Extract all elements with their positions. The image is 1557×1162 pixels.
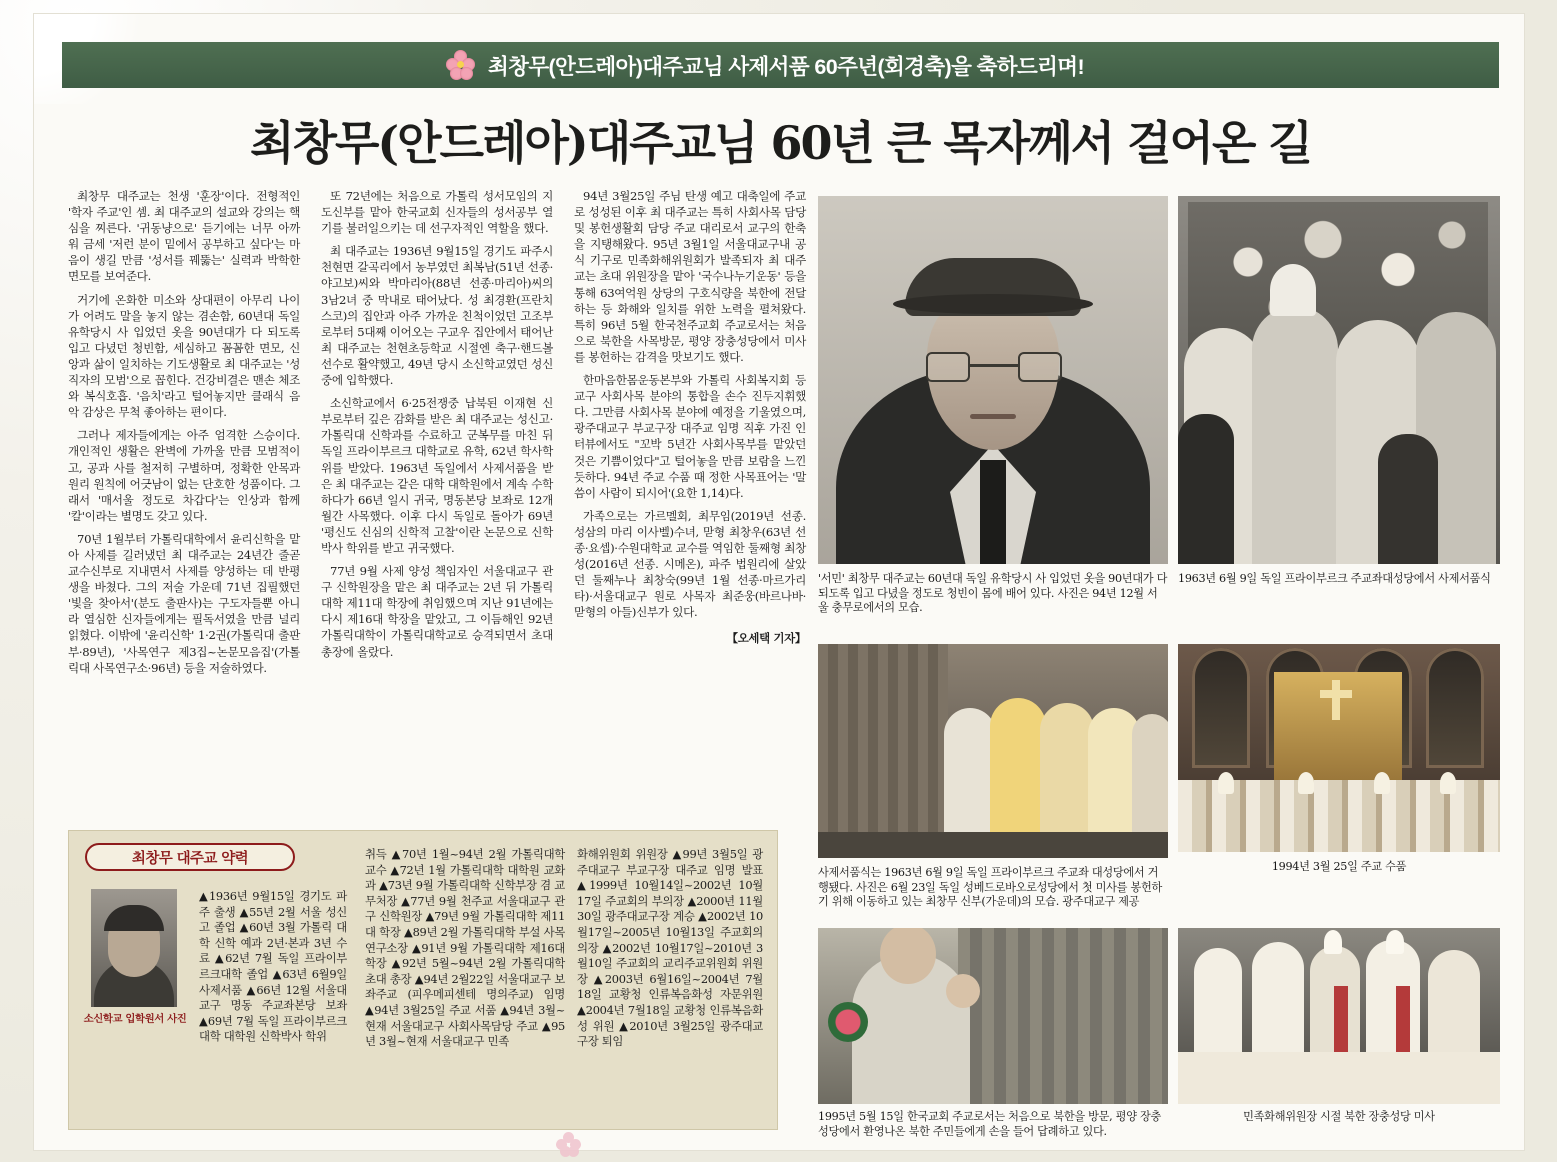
article-column-3 [574, 188, 806, 647]
crowd [958, 928, 1168, 1104]
paragraph: 거기에 온화한 미소와 상대편이 아무리 나이가 어려도 말을 놓지 않는 겸손함, 60년대 독일 유학당시 사 입었던 옷을 90년대가 다 되도록 입고 다녔던 청빈함, 세심하고 꼼꼼한 면모, 신앙과 삶이 일치하는 기도생활로 최 대주교는 '성직자의 모범'으로 꼽힌다. 건강비결은 맨손 체조와 복식호흡. '음치'라고 털어놓지만 클래식 음악 감상은 무척 좋아하는 편이다. [68, 292, 300, 420]
ordination-1963-caption: 1963년 6월 9일 독일 프라이부르크 주교좌대성당에서 사제서품식 [1178, 572, 1491, 585]
seminary-application-photo [91, 889, 177, 1007]
paragraph: 그러나 제자들에게는 아주 엄격한 스승이다. 개인적인 생활은 완벽에 가까울 만큼 모범적이고, 공과 사를 철저히 구별하며, 정확한 안목과 원리 원칙에 어긋남이 없는 단호한 성품이다. 그래서 '매서울 정도로 차갑다'는 인상과 함께 '칼'이라는 별명도 갖고 있다. [68, 428, 300, 523]
profile-title-wrap [85, 843, 333, 873]
profile-title: 최창무 대주교 약력 [131, 849, 249, 867]
paragraph: 최창무 대주교는 천생 '훈장'이다. 전형적인 '학자 주교'인 셈. 최 대주교의 설교와 강의는 핵심을 찌른다. '귀동냥으로' 듣기에는 너무 아까워 금세 '저런 분이 밑에서 공부하고 싶다'는 마음이 생길 만큼 '성서를 꿰뚫는' 실력과 박학한 면모를 보여준다. [68, 189, 300, 284]
crowd [818, 644, 948, 858]
first-mass-1963-caption: 사제서품식는 1963년 6월 9일 독일 프라이부르크 주교좌 대성당에서 거행됐다. 사진은 6월 23일 독일 성베드로바오로성당에서 첫 미사를 봉헌하기 위해 이동하고 있는 최창무 신부(가운데)의 모습. 광주대교구 제공 [818, 866, 1162, 909]
page-title: 최창무(안드레아)대주교님 60년 큰 목자께서 걸어온 길 [250, 116, 1311, 170]
floor [818, 832, 1168, 858]
glasses-right-lens [1018, 352, 1062, 382]
paragraph: 또 72년에는 처음으로 가톨릭 성서모임의 지도신부를 맡아 한국교회 신자들의 성서공부 열기를 불러일으키는 데 선구자적인 역할을 했다. [321, 189, 553, 236]
paragraph: 가족으로는 가르멜회, 최무임(2019년 선종. 성삼의 마리 이사벨)수녀, 맏형 최창우(63년 선종·요셉)·수원대학교 교수를 역임한 둘째형 최창성(2016년 선종. 시메온), 파주 법원리에 살았던 둘째누나 최창숙(99년 1월 선종·마르가리타)·서울대교구 원로 사목자 최준웅(바르나바·맏형의 아들)신부가 있다. [574, 508, 806, 620]
mitre-icon [1298, 772, 1314, 794]
clergy-figure [1194, 948, 1242, 1064]
profile-title-ribbon [85, 843, 295, 871]
mitre-icon [1324, 930, 1342, 954]
cathedral-arch [1192, 648, 1250, 768]
figure-hair [104, 905, 164, 931]
portrait-archbishop-photo [818, 196, 1168, 564]
paragraph: 최 대주교는 1936년 9월15일 경기도 파주시 천현면 갈곡리에서 농부였던 최복남(51년 선종·야고보)씨와 박마리아(88년 선종·마리아)씨의 3남2녀 중 막내로 태어났다. 성 최경환(프란치스코)의 집안과 아주 가까운 친척이었던 고조부로부터 5대째 이어오는 구교우 집안에서 태어난 최 대주교는 천현초등학교 시절엔 축구·핸드볼 선수로 활약했고, 49년 당시 소신학교였던 성신중에 입학했다. [321, 244, 553, 388]
profile-box [68, 830, 778, 1130]
profile-column-1: ▲1936년 9월15일 경기도 파주 출생 ▲55년 2월 서울 성신고 졸업 ▲60년 3월 가톨릭 대학 신학 예과 2년·본과 3년 수료 ▲62년 7월 독일 프라이부르크대학 졸업 ▲63년 6월9일 사제서품 ▲66년 12월 서울대교구 명동 주교좌본당 보좌 ▲69년 7월 독일 프라이부르크대학 대학원 신학박사 학위 [199, 889, 347, 1044]
article-column-2 [321, 188, 553, 667]
mitre-icon [1440, 772, 1456, 794]
first-mass-1963-photo [818, 644, 1168, 858]
mitre-icon [1218, 772, 1234, 794]
pyongyang-visit-1995-caption: 1995년 5월 15일 한국교회 주교로서는 처음으로 북한을 방문, 평양 장충성당에서 환영나온 북한 주민들에게 손을 들어 답례하고 있다. [818, 1110, 1161, 1138]
foreground-figure [1178, 414, 1234, 564]
ordination-1963-photo [1178, 196, 1500, 564]
episcopal-ordination-1994-caption: 1994년 3월 25일 주교 수품 [1271, 860, 1407, 873]
mitre-icon [1386, 930, 1404, 954]
figure-tie [980, 460, 1006, 564]
clergy-figure [1252, 306, 1338, 564]
paragraph: 70년 1월부터 가톨릭대학에서 윤리신학을 맡아 사제를 길러냈던 최 대주교는 24년간 줄곧 교수신부로 지내면서 사제를 양성하는 데 반평생을 바쳤다. 그의 저술 가운데 71년 집필했던 '빛을 찾아서'(분도 출판사)는 구도자들뿐 아니라 열심한 신자들에게는 필독서였을 만큼 널리 읽혔다. 이밖에 '윤리신학' 1·2권(가톨릭대 출판부·89년), '사목연구 제3집~논문모음집'(가톨릭대 사목연구소·96년) 등을 저술하였다. [68, 531, 300, 675]
banner-title: 최창무(안드레아)대주교님 사제서품 60주년(회경축)을 축하드리며! [487, 54, 1085, 79]
paragraph: 한마음한몸운동본부와 가톨릭 사회복지회 등 교구 사회사목 분야의 통합을 손수 진두지휘했다. 그만큼 사회사목 분야에 예정을 기울였으며, 광주대교구 부교구장 대주교 임명 직후 가진 인터뷰에서도 "꼬박 5년간 사회사목부를 맡았던 것은 기쁨이었다"고 털어놓을 만큼 보람을 느낀 듯하다. 94년 주교 수품 때 정한 사목표어는 '말씀이 사람이 되시어'(요한 1,14)다. [574, 373, 806, 500]
episcopal-ordination-1994-photo [1178, 644, 1500, 852]
banner-content [250, 42, 1280, 88]
paragraph: 소신학교에서 6·25전쟁중 납북된 이재현 신부로부터 깊은 감화를 받은 최 대주교는 성신고·가톨릭대 신학과를 수료하고 군복무를 마친 뒤 독일 프라이부르크 대학교로 유학, 62년 학사학위를 받았다. 1963년 독일에서 사제서품을 받은 최 대주교는 같은 대학 대학원에서 계속 수학하다가 66년 일시 귀국, 명동본당 보좌로 12개월간 사목했다. 이후 다시 독일로 돌아가 69년 '평신도 신심의 신학적 고찰'이란 논문으로 신학박사 학위를 받고 귀국했다. [321, 396, 553, 555]
figure-flat-cap [905, 258, 1081, 316]
figure-mouth [970, 414, 1016, 419]
seminary-photo-caption: 소신학교 입학원서 사진 [83, 1013, 187, 1025]
glasses-left-lens [926, 352, 970, 382]
jangchung-cathedral-mass-caption: 민족화해위원장 시절 북한 장충성당 미사 [1243, 1110, 1435, 1123]
profile-column-3: 화해위원회 위원장 ▲99년 3월5일 광주대교구 부교구장 대주교 임명 발표 ▲1999년 10월14일~2002년 10월17일 주교회의 부의장 ▲2000년 11월30일 광주대교구장 계승 ▲2002년 10월17일~2005년 10월13일 주교회의 의장 ▲2002년 10월17일~2010년 3월10일 주교회의 교리주교위원회 위원장 ▲2003년 6월16일~2004년 7월18일 교황청 인류복음화성 자문위원 ▲2004년 7월18일 교황청 인류복음화성 위원 ▲2010년 3월25일 광주대교구장 퇴임 [577, 847, 763, 1049]
cherry-blossom-icon [446, 50, 476, 80]
altar-cloth [1178, 1052, 1500, 1104]
jangchung-cathedral-mass-photo [1178, 928, 1500, 1104]
portrait-archbishop-caption: '서민' 최창무 대주교는 60년대 독일 유학당시 사 입었던 옷을 90년대가 다 되도록 입고 다녔을 정도로 청빈이 몸에 배어 있다. 사진은 94년 12월 서울 충무로에서의 모습. [818, 572, 1168, 615]
red-stole [1334, 986, 1348, 1060]
raised-hand [946, 974, 980, 1008]
mitre-icon [1270, 264, 1316, 316]
clergy-figure [1366, 940, 1420, 1064]
bottom-cherry-blossom-icon [556, 1132, 582, 1158]
clergy-figure [1428, 950, 1480, 1064]
flower-bouquet [828, 1002, 868, 1042]
red-stole [1396, 986, 1410, 1060]
paragraph: 77년 9월 사제 양성 책임자인 서울대교구 관구 신학원장을 맡은 최 대주교는 2년 뒤 가톨릭대학 제11대 학장에 취임했으며 지난 91년에는 다시 제16대 학장을 맡았고, 그 이듬해인 92년 가톨릭대학이 가톨릭대학교로 승격되면서 초대 총장에 올랐다. [321, 564, 553, 659]
cross-icon [1332, 680, 1340, 720]
clergy-figure [1252, 942, 1304, 1064]
cathedral-arch [1426, 648, 1484, 768]
profile-column-2: 취득 ▲70년 1월~94년 2월 가톨릭대학 교수 ▲72년 1월 가톨릭대학 대학원 교화과 ▲73년 9월 가톨릭대학 신학부장 겸 교무처장 ▲77년 9월 천주교 서울대교구 관구 신학원장 ▲79년 9월 가톨릭대학 제11대 학장 ▲89년 2월 가톨릭대학 부설 사목연구소장 ▲91년 9월 가톨릭대학 제16대 학장 ▲92년 5월~94년 2월 가톨릭대학 초대 총장 ▲94년 2월22일 서울대교구 보좌주교 (피우메피센테 명의주교) 임명 ▲94년 3월25일 주교 서품 ▲94년 3월~현재 서울대교구 사회사목담당 주교 ▲95년 3월~현재 서울대교구 민족 [365, 847, 565, 1049]
pyongyang-visit-1995-photo [818, 928, 1168, 1104]
foreground-figure [1378, 434, 1438, 564]
glasses-bridge [970, 364, 1018, 367]
mitre-icon [1374, 772, 1390, 794]
article-column-1 [68, 188, 300, 683]
byline: 【오세택 기자】 [726, 631, 806, 646]
paragraph: 94년 3월25일 주님 탄생 예고 대축일에 주교로 성성된 이후 최 대주교는 특히 사회사목 담당 및 봉헌생활회 담당 주교 대리로서 교구의 한축을 지탱해왔다. 95년 3월1일 서울대교구내 공식 기구로 민족화해위원회가 발족되자 최 대주교는 초대 위원장을 맡아 '국수나누기운동' 등을 통해 63여억원 상당의 구호식량을 북한에 전달하는 등 화해와 일치를 위한 노력을 펼쳐왔다. 특히 96년 5월 한국천주교회 주교로서는 처음으로 북한을 사목방문, 평양 장충성당에서 미사를 봉헌하는 감격을 맛보기도 했다. [574, 189, 806, 364]
